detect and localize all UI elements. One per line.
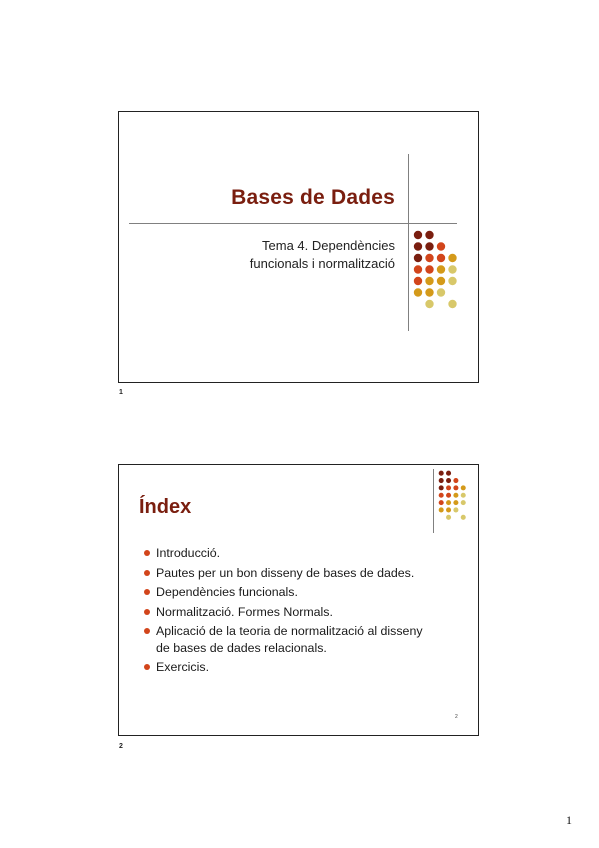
page-number: 1 — [566, 813, 572, 827]
dot-mark — [448, 277, 456, 285]
dot-mark — [446, 493, 451, 498]
dot-mark — [425, 254, 433, 262]
bullet-item: Introducció. — [143, 545, 423, 562]
slide-label: 1 — [119, 389, 123, 396]
decorative-dots-icon — [437, 469, 479, 525]
vertical-divider — [433, 469, 434, 533]
dot-mark — [453, 493, 458, 498]
dot-mark — [439, 500, 444, 505]
dot-mark — [461, 500, 466, 505]
dot-mark — [414, 231, 422, 239]
bullet-dot-icon — [144, 664, 150, 670]
dot-mark — [448, 265, 456, 273]
bullet-item: Aplicació de la teoria de normalització al disseny de bases de dades relacionals. — [143, 623, 423, 656]
dot-mark — [439, 507, 444, 512]
dot-mark — [437, 265, 445, 273]
dot-mark — [425, 300, 433, 308]
decorative-dots-icon — [412, 229, 472, 321]
dot-mark — [439, 471, 444, 476]
bullet-item: Exercicis. — [143, 659, 423, 676]
dot-mark — [414, 277, 422, 285]
dot-mark — [425, 288, 433, 296]
bullet-item: Dependències funcionals. — [143, 584, 423, 601]
bullet-item: Normalització. Formes Normals. — [143, 604, 423, 621]
bullet-dot-icon — [144, 589, 150, 595]
slide-subtitle — [250, 237, 395, 273]
dot-mark — [439, 493, 444, 498]
dot-mark — [461, 515, 466, 520]
dot-mark — [437, 254, 445, 262]
dot-mark — [414, 254, 422, 262]
dot-mark — [446, 500, 451, 505]
dot-mark — [453, 500, 458, 505]
dot-mark — [425, 277, 433, 285]
dot-mark — [439, 478, 444, 483]
dot-mark — [425, 231, 433, 239]
dot-mark — [453, 507, 458, 512]
slide-2 — [118, 464, 479, 736]
dot-mark — [461, 493, 466, 498]
dot-mark — [437, 277, 445, 285]
dot-mark — [425, 242, 433, 250]
dot-mark — [446, 507, 451, 512]
subtitle-line: funcionals i normalització — [249, 256, 395, 271]
bullet-list — [143, 545, 423, 679]
slide-title: Bases de Dades — [231, 186, 395, 209]
dot-mark — [461, 485, 466, 490]
slide-title: Índex — [139, 496, 192, 518]
slide-page-number: 2 — [455, 714, 458, 720]
dot-mark — [425, 265, 433, 273]
dot-mark — [446, 478, 451, 483]
bullet-item: Pautes per un bon disseny de bases de dades. — [143, 565, 423, 582]
dot-mark — [446, 515, 451, 520]
bullet-dot-icon — [144, 550, 150, 556]
dot-mark — [446, 485, 451, 490]
bullet-dot-icon — [144, 628, 150, 634]
dot-mark — [448, 254, 456, 262]
slide-label: 2 — [119, 743, 123, 750]
dot-mark — [448, 300, 456, 308]
dot-mark — [453, 478, 458, 483]
dot-mark — [414, 288, 422, 296]
subtitle-line: Tema 4. Dependències — [262, 238, 395, 253]
dot-mark — [453, 485, 458, 490]
dot-mark — [437, 242, 445, 250]
vertical-divider — [408, 154, 409, 331]
dot-mark — [439, 485, 444, 490]
dot-mark — [414, 265, 422, 273]
bullet-dot-icon — [144, 609, 150, 615]
dot-mark — [414, 242, 422, 250]
dot-mark — [446, 471, 451, 476]
bullet-dot-icon — [144, 570, 150, 576]
slide-1 — [118, 111, 479, 383]
dot-mark — [437, 288, 445, 296]
